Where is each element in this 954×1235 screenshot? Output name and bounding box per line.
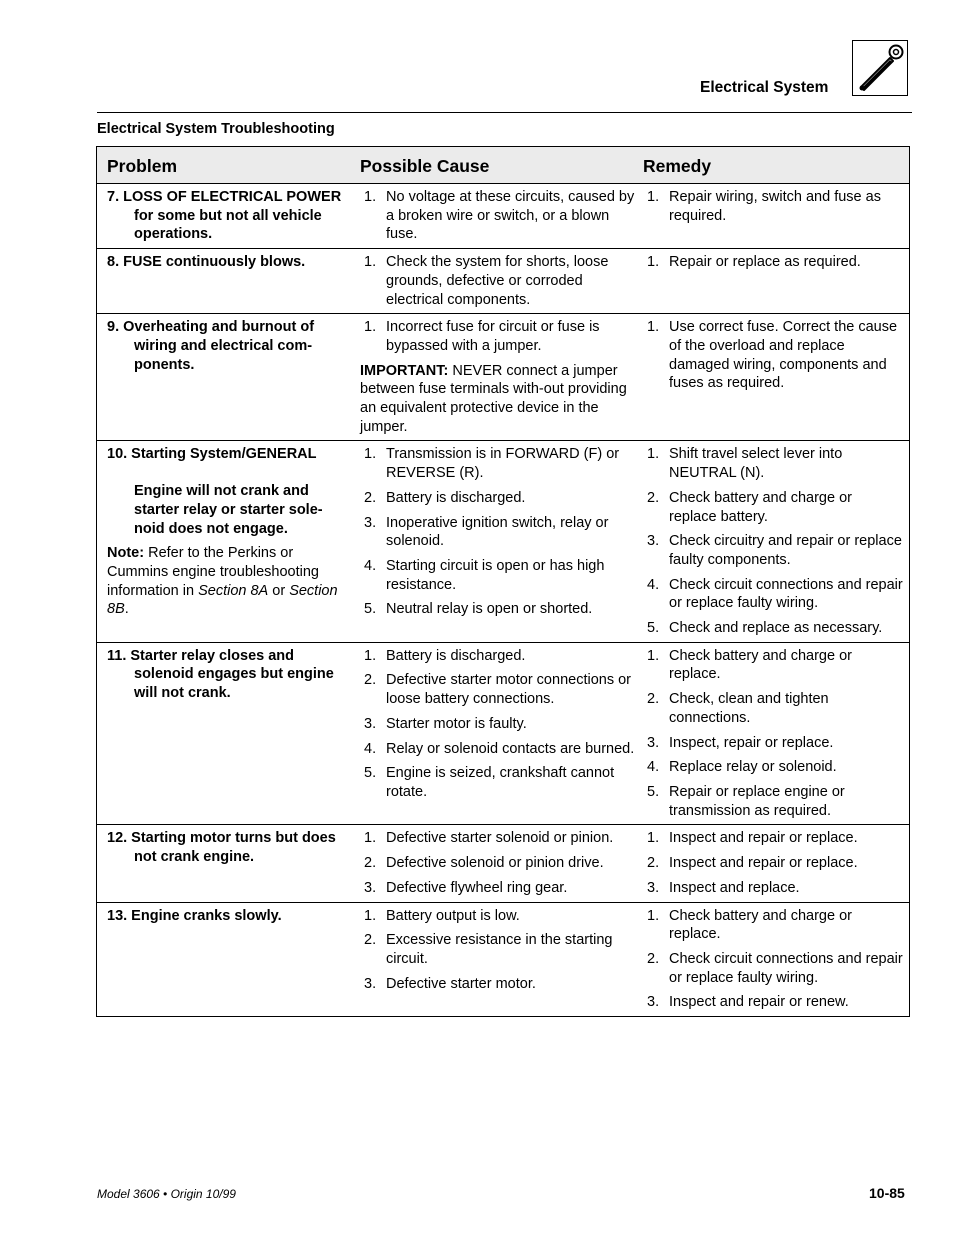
item-number: 1.: [647, 907, 660, 924]
item-number: 1.: [647, 254, 660, 271]
item-number: 5.: [647, 783, 660, 800]
remedy-item: [643, 619, 909, 638]
remedy-cell: [643, 642, 910, 825]
remedy-item: [643, 734, 909, 753]
note-label: Note:: [107, 545, 145, 562]
remedy-item: [643, 950, 909, 987]
problem-cell: [97, 249, 361, 314]
item-number: 1.: [647, 446, 660, 463]
item-number: 3.: [647, 994, 660, 1011]
problem-note: [107, 544, 350, 619]
column-header-problem: Problem: [97, 147, 361, 184]
item-number: 3.: [647, 879, 660, 896]
item-number: 2.: [647, 691, 660, 708]
problem-title: 11. Starter relay closes and solenoid engages but engine will not crank.: [107, 647, 334, 702]
cause-item: [360, 854, 643, 873]
remedy-item: [643, 690, 909, 727]
item-number: 4.: [647, 759, 660, 776]
note-reference: Section 8A: [198, 582, 269, 599]
item-number: 5.: [364, 765, 377, 782]
page-title: Electrical System Troubleshooting: [97, 121, 335, 137]
remedy-text: Check circuit connections and repair or replace faulty wiring.: [669, 950, 903, 986]
remedy-text: Check battery and charge or replace.: [669, 907, 852, 943]
item-number: 1.: [364, 907, 377, 924]
cause-item: [360, 489, 643, 508]
header-section-title: Electrical System: [700, 79, 829, 96]
cause-item: [360, 907, 643, 926]
remedy-text: Check circuitry and repair or replace faulty components.: [669, 533, 902, 568]
table-row: [97, 825, 910, 902]
item-number: 3.: [364, 514, 377, 531]
note-text: Refer to the Perkins or Cummins engine troubleshooting information in: [107, 545, 319, 599]
remedy-cell: [643, 902, 910, 1017]
item-number: 1.: [647, 189, 660, 205]
remedy-text: Check circuit connections and repair or replace faulty wiring.: [669, 576, 903, 612]
important-label: IMPORTANT:: [360, 362, 449, 379]
cause-text: Relay or solenoid contacts are burned.: [386, 740, 635, 757]
cause-text: Incorrect fuse for circuit or fuse is bypassed with a jumper.: [386, 319, 600, 354]
item-number: 3.: [647, 533, 660, 550]
item-number: 4.: [364, 557, 377, 574]
remedy-text: Check and replace as necessary.: [669, 620, 883, 637]
problem-subtitle: Engine will not crank and starter relay or starter sole-noid does not engage.: [134, 483, 323, 537]
note-text: or: [272, 582, 286, 599]
remedy-text: Repair wiring, switch and fuse as required.: [669, 189, 881, 224]
item-number: 2.: [364, 932, 377, 949]
note-reference: Section 8B: [107, 582, 338, 618]
remedy-item: [643, 829, 909, 848]
problem-cell: [97, 902, 361, 1017]
item-number: 1.: [364, 446, 377, 463]
problem-title: 7. LOSS OF ELECTRICAL POWER for some but not all vehicle operations.: [107, 189, 342, 243]
page-number: 10-85: [869, 1185, 905, 1201]
item-number: 3.: [364, 975, 377, 992]
item-number: 2.: [647, 950, 660, 967]
cause-text: Inoperative ignition switch, relay or solenoid.: [386, 514, 609, 550]
cause-text: Excessive resistance in the starting circuit.: [386, 932, 613, 967]
remedy-item: [643, 253, 909, 272]
remedy-cell: [643, 249, 910, 314]
cause-item: [360, 600, 643, 619]
cause-item: [360, 829, 643, 848]
item-number: 1.: [364, 830, 377, 847]
remedy-text: Shift travel select lever into NEUTRAL (N).: [669, 446, 843, 482]
problem-cell: [97, 642, 361, 825]
remedy-item: [643, 188, 909, 225]
remedy-text: Inspect and repair or replace.: [669, 830, 858, 847]
cause-item: [360, 764, 643, 801]
problem-title: 10. Starting System/GENERAL: [107, 446, 317, 463]
header-rule: [97, 112, 912, 113]
item-number: 2.: [364, 489, 377, 506]
remedy-item: [643, 489, 909, 526]
cause-cell: [360, 825, 643, 902]
remedy-item: [643, 854, 909, 873]
remedy-text: Inspect and replace.: [669, 879, 800, 896]
important-note: [360, 362, 643, 437]
problem-title: 12. Starting motor turns but does not crank engine.: [107, 830, 336, 866]
remedy-item: [643, 532, 909, 569]
remedy-text: Use correct fuse. Correct the cause of the overload and replace damaged wiring, components and fuses as required.: [669, 319, 898, 392]
cause-item: [360, 740, 643, 759]
cause-cell: [360, 902, 643, 1017]
remedy-text: Check, clean and tighten connections.: [669, 691, 829, 726]
remedy-cell: [643, 184, 910, 249]
problem-cell: [97, 825, 361, 902]
cause-text: Starter motor is faulty.: [386, 715, 527, 732]
remedy-item: [643, 758, 909, 777]
cause-text: Defective starter motor connections or loose battery connections.: [386, 672, 631, 708]
remedy-cell: [643, 825, 910, 902]
cause-item: [360, 514, 643, 551]
cause-item: [360, 318, 643, 355]
remedy-text: Check battery and charge or replace battery.: [669, 489, 852, 525]
cause-item: [360, 253, 643, 309]
item-number: 2.: [364, 672, 377, 689]
problem-cell: [97, 314, 361, 441]
cause-text: Defective starter motor.: [386, 975, 536, 992]
cause-item: [360, 975, 643, 994]
remedy-item: [643, 318, 909, 393]
item-number: 4.: [647, 576, 660, 593]
cause-text: Defective solenoid or pinion drive.: [386, 855, 604, 872]
cause-text: Defective flywheel ring gear.: [386, 879, 568, 896]
remedy-item: [643, 445, 909, 482]
item-number: 3.: [647, 734, 660, 751]
problem-title: 9. Overheating and burnout of wiring and electrical com-ponents.: [107, 319, 315, 373]
item-number: 1.: [647, 830, 660, 847]
remedy-text: Inspect and repair or replace.: [669, 855, 858, 872]
item-number: 1.: [364, 319, 377, 336]
remedy-text: Repair or replace engine or transmission as required.: [669, 783, 845, 819]
cause-cell: [360, 642, 643, 825]
column-header-remedy: Remedy: [643, 147, 910, 184]
troubleshooting-table: [96, 146, 910, 1017]
item-number: 4.: [364, 740, 377, 757]
cause-item: [360, 671, 643, 708]
remedy-text: Inspect, repair or replace.: [669, 734, 834, 751]
remedy-text: Repair or replace as required.: [669, 254, 861, 271]
problem-cell: [97, 184, 361, 249]
cause-item: [360, 931, 643, 968]
table-row: [97, 314, 910, 441]
item-number: 1.: [647, 319, 660, 336]
cause-text: Transmission is in FORWARD (F) or REVERSE (R).: [386, 446, 620, 482]
table-row: [97, 902, 910, 1017]
footer-model: Model 3606 • Origin 10/99: [97, 1187, 236, 1201]
remedy-text: Inspect and repair or renew.: [669, 994, 849, 1011]
cause-cell: [360, 314, 643, 441]
cause-item: [360, 557, 643, 594]
item-number: 1.: [364, 189, 377, 205]
problem-title: 8. FUSE continuously blows.: [107, 254, 306, 271]
problem-title: 13. Engine cranks slowly.: [107, 907, 282, 924]
cause-item: [360, 647, 643, 666]
item-number: 5.: [364, 601, 377, 618]
table-row: [97, 249, 910, 314]
item-number: 5.: [647, 620, 660, 637]
cause-text: Battery is discharged.: [386, 647, 526, 664]
remedy-item: [643, 783, 909, 820]
item-number: 1.: [364, 647, 377, 664]
table-row: [97, 184, 910, 249]
problem-cell: [97, 441, 361, 642]
item-number: 2.: [364, 855, 377, 872]
remedy-item: [643, 647, 909, 684]
note-text: .: [124, 601, 129, 618]
cause-text: Battery is discharged.: [386, 489, 526, 506]
cause-item: [360, 445, 643, 482]
wrench-icon: [852, 40, 908, 96]
cause-cell: [360, 441, 643, 642]
column-header-cause: Possible Cause: [360, 147, 643, 184]
cause-item: [360, 188, 643, 244]
table-row: [97, 642, 910, 825]
cause-item: [360, 715, 643, 734]
important-text: NEVER connect a jumper between fuse terminals with-out providing an equivalent protective device in the jumper.: [360, 362, 627, 435]
item-number: 3.: [364, 879, 377, 896]
table-header-row: [97, 147, 910, 184]
item-number: 2.: [647, 489, 660, 506]
item-number: 1.: [647, 647, 660, 664]
cause-text: Engine is seized, crankshaft cannot rotate.: [386, 765, 615, 800]
remedy-text: Replace relay or solenoid.: [669, 759, 837, 776]
remedy-cell: [643, 314, 910, 441]
cause-text: No voltage at these circuits, caused by a broken wire or switch, or a blown fuse.: [386, 189, 635, 243]
cause-text: Battery output is low.: [386, 907, 520, 924]
cause-text: Check the system for shorts, loose grounds, defective or corroded electrical components.: [386, 254, 609, 308]
remedy-item: [643, 879, 909, 898]
item-number: 3.: [364, 715, 377, 732]
remedy-text: Check battery and charge or replace.: [669, 647, 852, 683]
remedy-cell: [643, 441, 910, 642]
cause-cell: [360, 184, 643, 249]
cause-item: [360, 879, 643, 898]
table-row: [97, 441, 910, 642]
cause-text: Starting circuit is open or has high resistance.: [386, 557, 605, 593]
remedy-item: [643, 576, 909, 613]
cause-text: Defective starter solenoid or pinion.: [386, 830, 614, 847]
item-number: 1.: [364, 254, 377, 271]
cause-text: Neutral relay is open or shorted.: [386, 601, 593, 618]
remedy-item: [643, 993, 909, 1012]
item-number: 2.: [647, 855, 660, 872]
cause-cell: [360, 249, 643, 314]
remedy-item: [643, 907, 909, 944]
